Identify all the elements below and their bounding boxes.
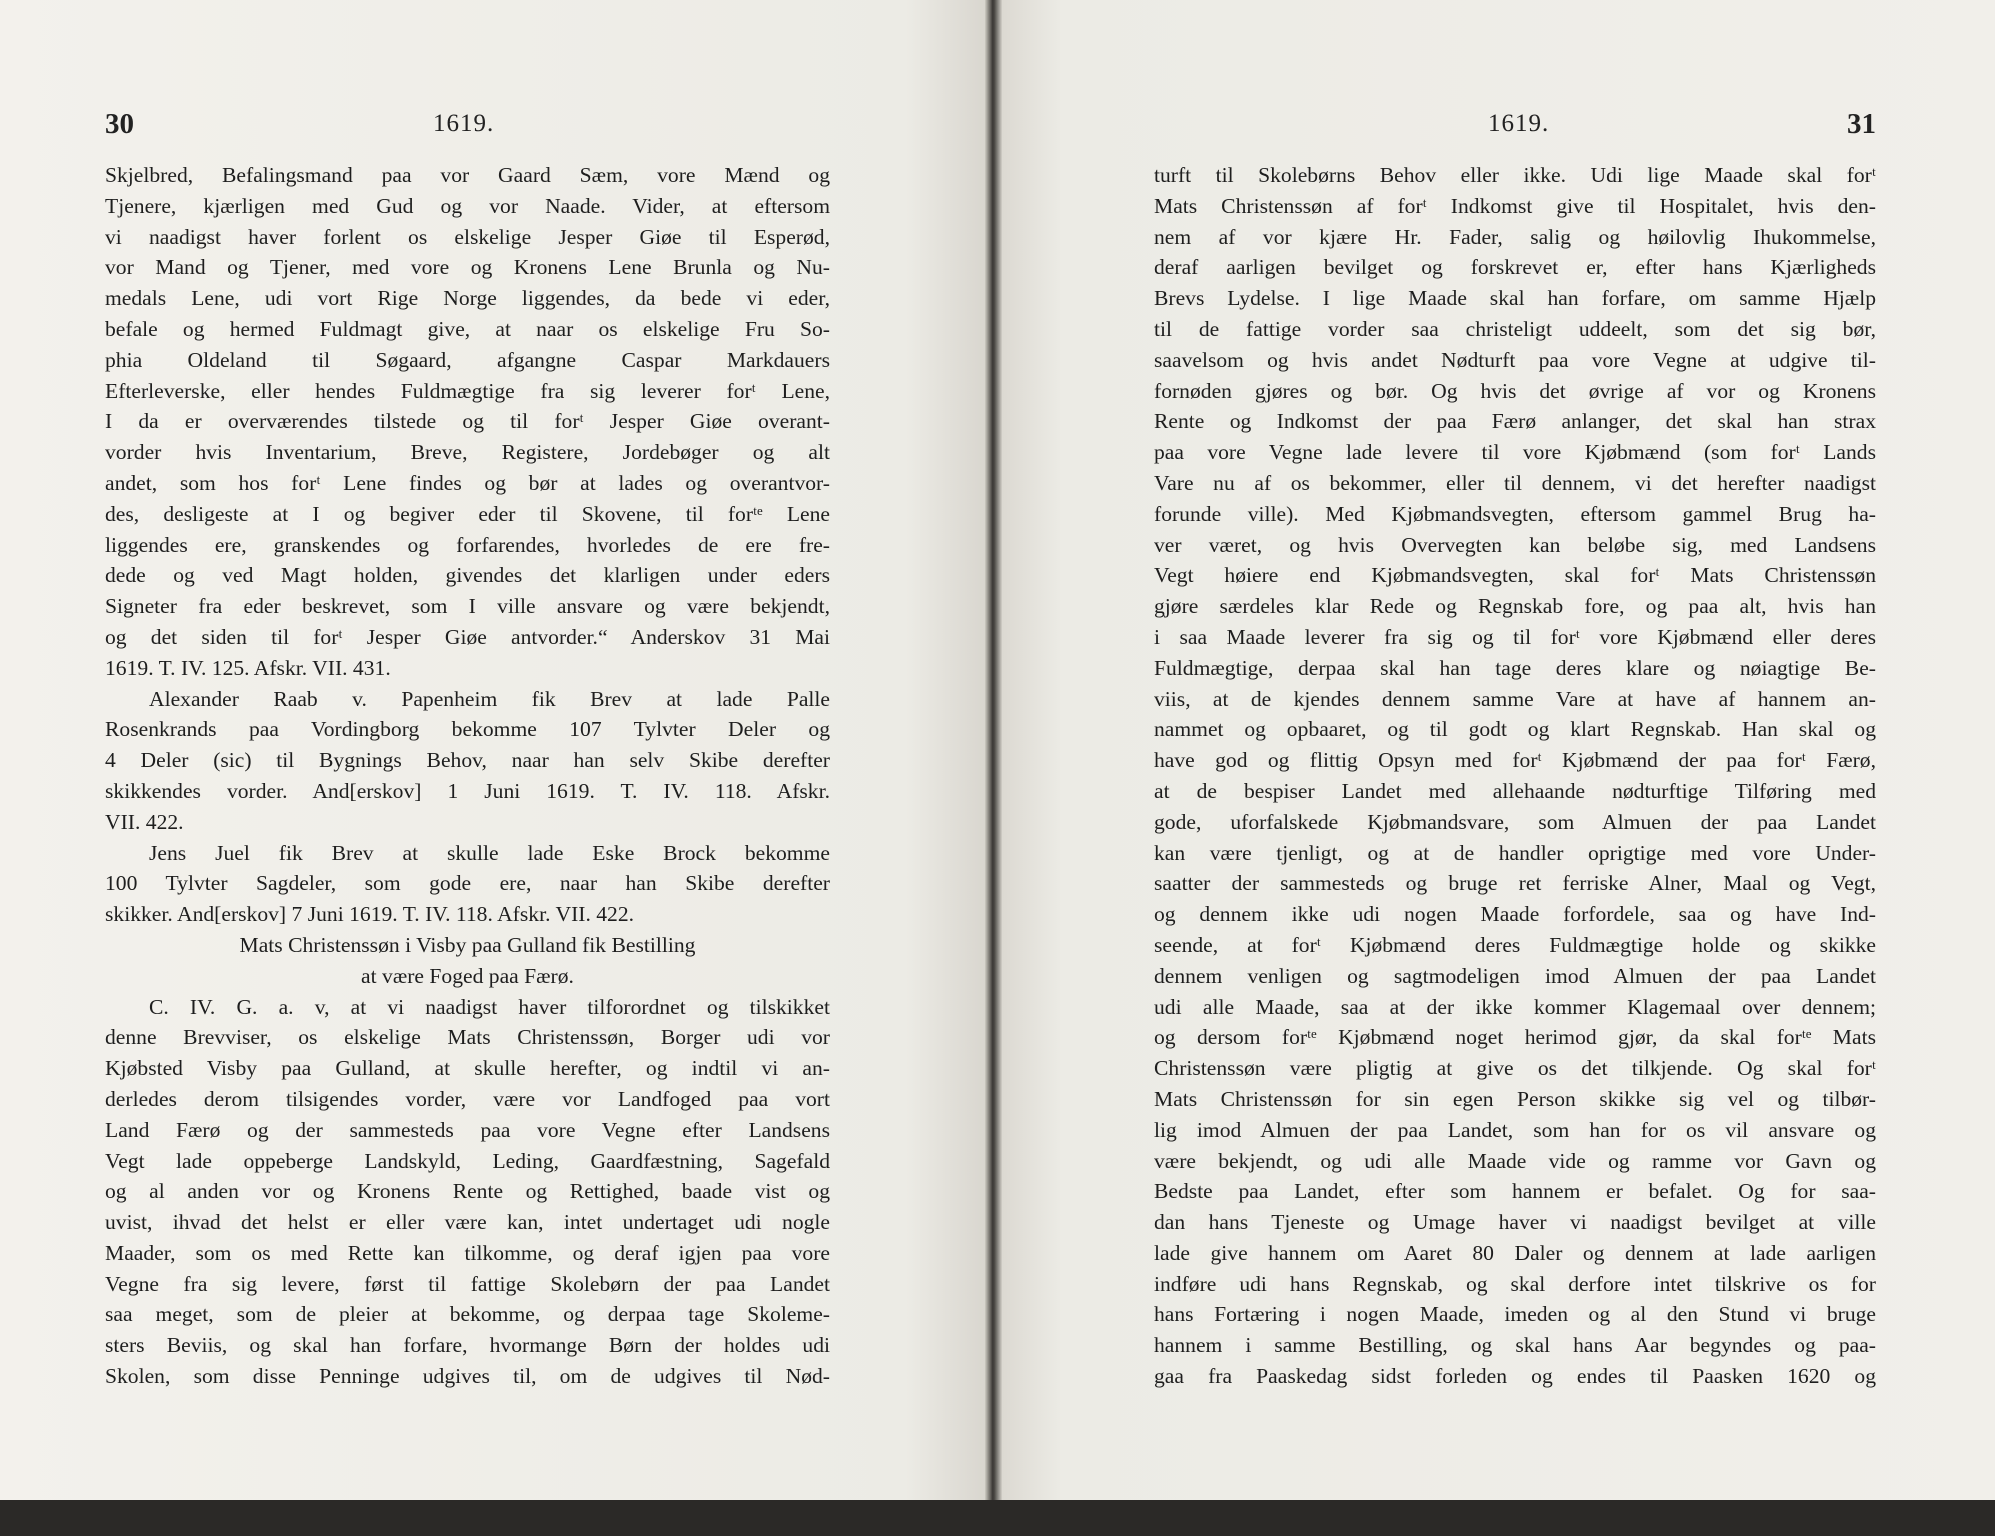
text-line: viis, at de kjendes dennem samme Vare at have af hannem an- — [1154, 686, 1876, 711]
text-line: des, desligeste at I og begiver eder til Skovene, til forᵗᵉ Lene — [105, 501, 830, 526]
text-line: dede og ved Magt holden, givendes det klarligen under eders — [105, 563, 830, 588]
text-line: ver været, og hvis Overvegten kan beløbe sig, med Landsens — [1154, 532, 1876, 557]
text-line: turft til Skolebørns Behov eller ikke. Udi lige Maade skal forᵗ — [1154, 163, 1876, 187]
text-line: Alexander Raab v. Papenheim fik Brev at lade Palle — [149, 686, 830, 711]
text-line: Christenssøn være pligtig at give os det tilkjende. Og skal forᵗ — [1154, 1056, 1876, 1081]
text-line: Fuldmægtige, derpaa skal han tage deres klare og nøiagtige Be- — [1154, 655, 1876, 680]
left-page-header — [105, 108, 830, 148]
text-line: Bedste paa Landet, efter som hannem er befalet. Og for saa- — [1154, 1179, 1876, 1204]
text-line: hannem i samme Bestilling, og skal hans Aar begyndes og paa- — [1154, 1333, 1876, 1358]
text-line: Kjøbsted Visby paa Gulland, at skulle herefter, og indtil vi an- — [105, 1056, 830, 1081]
text-line: og al anden vor og Kronens Rente og Rettighed, baade vist og — [105, 1179, 830, 1204]
text-line: sters Beviis, og skal han forfare, hvormange Børn der holdes udi — [105, 1333, 830, 1358]
text-line: liggendes ere, granskendes og forfarendes, hvorledes de ere fre- — [105, 532, 830, 557]
right-page — [1002, 0, 1995, 1500]
text-line: deraf aarligen bevilget og forskrevet er, efter hans Kjærligheds — [1154, 255, 1876, 280]
text-line: at være Foged paa Færø. — [361, 963, 574, 988]
book-gutter — [985, 0, 1002, 1500]
text-line: have god og flittig Opsyn med forᵗ Kjøbmænd der paa forᵗ Færø, — [1154, 748, 1876, 773]
scan-bottom-edge — [0, 1500, 1995, 1536]
text-line: nem af vor kjære Hr. Fader, salig og høilovlig Ihukommelse, — [1154, 224, 1876, 249]
text-line: andet, som hos forᵗ Lene findes og bør at lades og overantvor- — [105, 470, 830, 495]
text-line: I da er overværendes tilstede og til forᵗ Jesper Giøe overant- — [105, 409, 830, 434]
page-number: 30 — [105, 108, 134, 140]
text-line: og det siden til forᵗ Jesper Giøe antvorder.“ Anderskov 31 Mai — [105, 624, 830, 649]
left-page — [0, 0, 985, 1500]
text-line: være bekjendt, og udi alle Maade vide og ramme vor Gavn og — [1154, 1148, 1876, 1173]
right-page-header — [1154, 108, 1876, 148]
text-line: phia Oldeland til Søgaard, afgangne Caspar Markdauers — [105, 347, 830, 372]
text-line: Brevs Lydelse. I lige Maade skal han forfare, om samme Hjælp — [1154, 286, 1876, 311]
text-line: derledes derom tilsigendes vorder, være vor Landfoged paa vort — [105, 1086, 830, 1111]
text-line: gjøre særdeles klar Rede og Regnskab fore, og paa alt, hvis han — [1154, 594, 1876, 619]
text-line: Skolen, som disse Penninge udgives til, om de udgives til Nød- — [105, 1364, 830, 1389]
text-line: Vegt lade oppeberge Landskyld, Leding, Gaardfæstning, Sagefald — [105, 1148, 830, 1173]
text-line: Skjelbred, Befalingsmand paa vor Gaard Sæm, vore Mænd og — [105, 163, 830, 187]
text-line: VII. 422. — [105, 809, 184, 834]
text-line: at de bespiser Landet med allehaande nødturftige Tilføring med — [1154, 778, 1876, 803]
right-page-text — [1154, 160, 1876, 1392]
text-line: C. IV. G. a. v, at vi naadigst haver tilforordnet og tilskikket — [149, 994, 830, 1019]
text-line: Jens Juel fik Brev at skulle lade Eske Brock bekomme — [149, 840, 830, 865]
text-line: Land Færø og der sammesteds paa vore Vegne efter Landsens — [105, 1117, 830, 1142]
text-line: Vegne fra sig levere, først til fattige Skolebørn der paa Landet — [105, 1271, 830, 1296]
text-line: saavelsom og hvis andet Nødturft paa vore Vegne at udgive til- — [1154, 347, 1876, 372]
text-line: indføre udi hans Regnskab, og skal derfore intet tilskrive os for — [1154, 1271, 1876, 1296]
text-line: nammet og opbaaret, og til godt og klart Regnskab. Han skal og — [1154, 717, 1876, 742]
text-line: fornøden gjøres og bør. Og hvis det øvrige af vor og Kronens — [1154, 378, 1876, 403]
text-line: 4 Deler (sic) til Bygnings Behov, naar han selv Skibe derefter — [105, 748, 830, 773]
text-line: Mats Christenssøn i Visby paa Gulland fik Bestilling — [239, 932, 696, 957]
text-line: dennem venligen og sagtmodeligen imod Almuen der paa Landet — [1154, 963, 1876, 988]
text-line: seende, at forᵗ Kjøbmænd deres Fuldmægtige holde og skikke — [1154, 932, 1876, 957]
text-line: dan hans Tjeneste og Umage haver vi naadigst bevilget at ville — [1154, 1210, 1876, 1235]
text-line: Rente og Indkomst der paa Færø anlanger, det skal han strax — [1154, 409, 1876, 434]
text-line: skikker. And[erskov] 7 Juni 1619. T. IV. 118. Afskr. VII. 422. — [105, 902, 635, 927]
text-line: 100 Tylvter Sagdeler, som gode ere, naar han Skibe derefter — [105, 871, 830, 896]
text-line: udi alle Maade, saa at der ikke kommer Klagemaal over dennem; — [1154, 994, 1876, 1019]
text-line: Rosenkrands paa Vordingborg bekomme 107 Tylvter Deler og — [105, 717, 830, 742]
text-line: til de fattige vorder saa christeligt uddeelt, som det sig bør, — [1154, 316, 1876, 341]
text-line: skikkendes vorder. And[erskov] 1 Juni 1619. T. IV. 118. Afskr. — [105, 778, 830, 803]
text-line: forunde ville). Med Kjøbmandsvegten, eftersom gammel Brug ha- — [1154, 501, 1876, 526]
text-line: medals Lene, udi vort Rige Norge liggendes, da bede vi eder, — [105, 286, 830, 311]
text-line: vor Mand og Tjener, med vore og Kronens Lene Brunla og Nu- — [105, 255, 830, 280]
text-line: denne Brevviser, os elskelige Mats Christenssøn, Borger udi vor — [105, 1025, 830, 1050]
text-line: befale og hermed Fuldmagt give, at naar os elskelige Fru So- — [105, 316, 830, 341]
text-line: Tjenere, kjærligen med Gud og vor Naade. Vider, at eftersom — [105, 193, 830, 218]
text-line: gaa fra Paaskedag sidst forleden og endes til Paasken 1620 og — [1154, 1364, 1876, 1389]
text-line: og dennem ikke udi nogen Maade forfordele, saa og have Ind- — [1154, 902, 1876, 927]
text-line: Mats Christenssøn for sin egen Person skikke sig vel og tilbør- — [1154, 1086, 1876, 1111]
text-line: vorder hvis Inventarium, Breve, Registere, Jordebøger og alt — [105, 440, 830, 465]
page-number: 31 — [1847, 108, 1876, 140]
text-line: gode, uforfalskede Kjøbmandsvare, som Almuen der paa Landet — [1154, 809, 1876, 834]
left-page-text — [105, 160, 830, 1392]
running-head: 1619. — [433, 110, 495, 137]
text-line: paa vore Vegne lade levere til vore Kjøbmænd (som forᵗ Lands — [1154, 440, 1876, 465]
text-line: saatter der sammesteds og bruge ret ferriske Alner, Maal og Vegt, — [1154, 871, 1876, 896]
text-line: og dersom forᵗᵉ Kjøbmænd noget herimod gjør, da skal forᵗᵉ Mats — [1154, 1025, 1876, 1050]
text-line: vi naadigst haver forlent os elskelige Jesper Giøe til Esperød, — [105, 224, 830, 249]
text-line: Mats Christenssøn af forᵗ Indkomst give til Hospitalet, hvis den- — [1154, 193, 1876, 218]
text-line: uvist, ihvad det helst er eller være kan, intet undertaget udi nogle — [105, 1210, 830, 1235]
text-line: saa meget, som de pleier at bekomme, og derpaa tage Skoleme- — [105, 1302, 830, 1327]
text-line: lade give hannem om Aaret 80 Daler og dennem at lade aarligen — [1154, 1240, 1876, 1265]
text-line: Maader, som os med Rette kan tilkomme, og deraf igjen paa vore — [105, 1240, 830, 1265]
text-line: 1619. T. IV. 125. Afskr. VII. 431. — [105, 655, 391, 680]
text-line: Efterleverske, eller hendes Fuldmægtige fra sig leverer forᵗ Lene, — [105, 378, 830, 403]
running-head: 1619. — [1488, 110, 1550, 137]
text-line: lig imod Almuen der paa Landet, som han for os vil ansvare og — [1154, 1117, 1876, 1142]
text-line: Signeter fra eder beskrevet, som I ville ansvare og være bekjendt, — [105, 594, 830, 619]
text-line: hans Fortæring i nogen Maade, imeden og al den Stund vi bruge — [1154, 1302, 1876, 1327]
text-line: i saa Maade leverer fra sig og til forᵗ vore Kjøbmænd eller deres — [1154, 624, 1876, 649]
text-line: Vare nu af os bekommer, eller til dennem, vi det herefter naadigst — [1154, 470, 1876, 495]
text-line: kan være tjenligt, og at de handler oprigtige med vore Under- — [1154, 840, 1876, 865]
text-line: Vegt høiere end Kjøbmandsvegten, skal forᵗ Mats Christenssøn — [1154, 563, 1876, 588]
